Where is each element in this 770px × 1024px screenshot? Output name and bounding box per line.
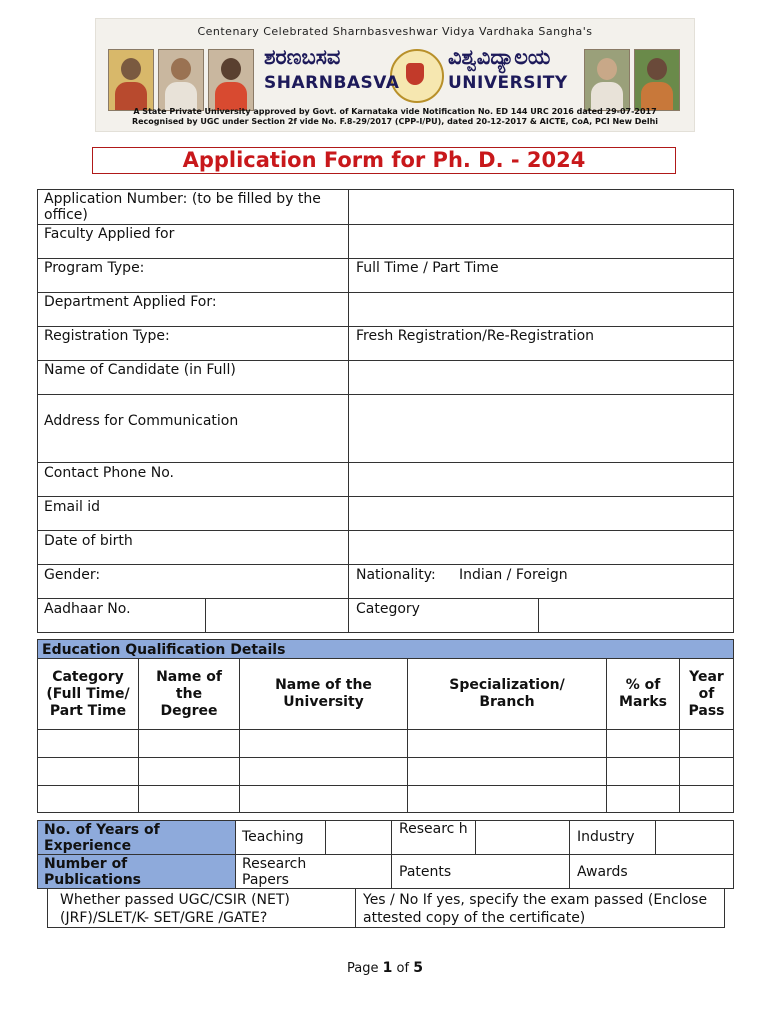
- page-total: 5: [413, 960, 423, 976]
- dob-input[interactable]: [349, 531, 733, 564]
- research-papers-label: Research Papers: [242, 856, 307, 888]
- kannada-name-right: ವಿಶ್ವವಿದ್ಯಾಲಯ: [448, 45, 551, 69]
- university-name-left: SHARNBASVA: [264, 73, 400, 93]
- of-word: of: [396, 961, 410, 976]
- university-banner: [95, 18, 695, 132]
- program-type-value[interactable]: Full Time / Part Time: [356, 260, 499, 276]
- dob-label: Date of birth: [44, 533, 133, 549]
- phone-label: Contact Phone No.: [44, 465, 174, 481]
- page-footer: [0, 960, 770, 976]
- exam-answer[interactable]: Yes / No If yes, specify the exam passed (Enclose attested copy of the certificate): [363, 892, 708, 926]
- education-heading: Education Qualification Details: [37, 639, 734, 659]
- candidate-name-label: Name of Candidate (in Full): [44, 362, 236, 378]
- form-title-bar: [92, 147, 676, 174]
- category-input[interactable]: [539, 599, 733, 632]
- teaching-input[interactable]: [326, 821, 391, 854]
- portrait-5: [634, 49, 680, 111]
- email-input[interactable]: [349, 497, 733, 530]
- department-label: Department Applied For:: [44, 294, 217, 310]
- university-name-right: UNIVERSITY: [448, 73, 568, 93]
- page-number: 1: [382, 960, 393, 976]
- approval-line-1: A State Private University approved by Govt. of Karnataka vide Notification No. ED 144 URC 2016 dated 29-07-2017: [133, 107, 657, 116]
- teaching-label: Teaching: [242, 829, 304, 845]
- experience-label: No. of Years of Experience: [38, 821, 235, 854]
- portrait-3: [208, 49, 254, 111]
- patents-label: Patents: [399, 864, 452, 880]
- faculty-input[interactable]: [349, 225, 733, 258]
- awards-label: Awards: [577, 864, 628, 880]
- portrait-4: [584, 49, 630, 111]
- address-label: Address for Communication: [44, 413, 239, 429]
- nationality-label: Nationality:: [356, 567, 436, 583]
- exam-question: Whether passed UGC/CSIR (NET) (JRF)/SLET/K- SET/GRE /GATE?: [60, 892, 290, 926]
- application-number-input[interactable]: [349, 190, 733, 224]
- gender-label: Gender:: [44, 567, 101, 583]
- industry-input[interactable]: [656, 821, 733, 854]
- industry-label: Industry: [577, 829, 635, 845]
- candidate-name-input[interactable]: [349, 361, 733, 394]
- registration-type-label: Registration Type:: [44, 328, 170, 344]
- page-word: Page: [347, 961, 379, 976]
- column-specialization: Specialization/ Branch: [449, 677, 565, 710]
- registration-type-value[interactable]: Fresh Registration/Re-Registration: [356, 328, 595, 344]
- faculty-label: Faculty Applied for: [44, 226, 175, 242]
- nationality-value[interactable]: Indian / Foreign: [459, 567, 568, 583]
- address-input[interactable]: [349, 395, 733, 462]
- column-year: Year of Pass: [688, 668, 725, 719]
- aadhaar-label: Aadhaar No.: [44, 601, 131, 617]
- department-input[interactable]: [349, 293, 733, 326]
- approval-line-2: Recognised by UGC under Section 2f vide No. F.8-29/2017 (CPP-I/PU), dated 20-12-2017 & AICTE, CoA, PCI New Delhi: [131, 117, 659, 126]
- aadhaar-input[interactable]: [206, 599, 348, 632]
- email-label: Email id: [44, 499, 101, 515]
- column-degree: Name of the Degree: [156, 668, 222, 719]
- publications-label: Number of Publications: [38, 855, 235, 888]
- application-number-label: Application Number: (to be filled by the office): [44, 191, 321, 223]
- portrait-2: [158, 49, 204, 111]
- approval-text: [96, 107, 694, 127]
- phone-input[interactable]: [349, 463, 733, 496]
- portrait-1: [108, 49, 154, 111]
- category-label: Category: [356, 601, 420, 617]
- program-type-label: Program Type:: [44, 260, 145, 276]
- research-input[interactable]: [476, 821, 569, 854]
- column-university: Name of the University: [275, 677, 372, 710]
- column-marks: % of Marks: [619, 677, 667, 710]
- research-label: Researc h: [399, 821, 468, 837]
- sangha-name: Centenary Celebrated Sharnbasveshwar Vidya Vardhaka Sangha's: [197, 25, 593, 38]
- kannada-name-left: ಶರಣಬಸವ: [264, 45, 341, 69]
- column-category: Category (Full Time/ Part Time: [46, 668, 130, 719]
- form-title: Application Form for Ph. D. - 2024: [182, 148, 586, 172]
